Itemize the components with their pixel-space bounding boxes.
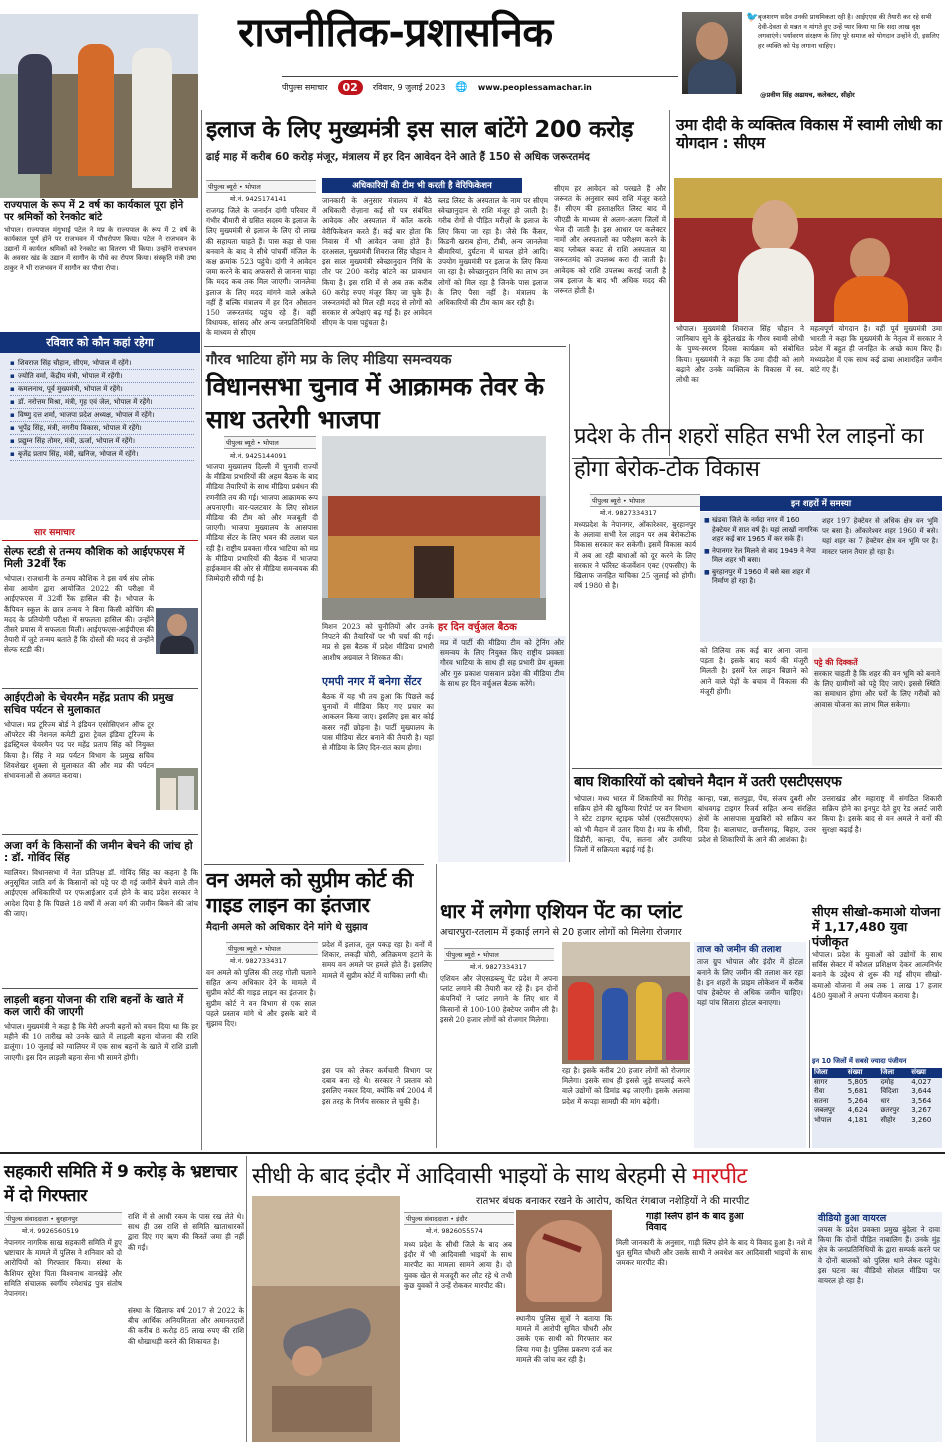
- brief-body: ग्वालियर। विधानसभा में नेता प्रतिपक्ष डॉ. गोविंद सिंह का कहना है कि अनुसूचित जाति वर्ग के किसानों को पट्टे पर दी गई जमीनें बेचने वाले तीन आईएएस अधिकारियों पर एफआईआर दर्ज होने के बाद प्रदेश सरकार ने आदेश दिया है कि पिछले 18 वर्षों में अजा वर्ग की जमीन बिकने की जांच की जाए।: [4, 868, 198, 918]
- bjp-media-box-title: एमपी नगर में बनेगा सेंटर: [322, 675, 422, 688]
- paper-name: पीपुल्स समाचार: [282, 83, 328, 92]
- website[interactable]: www.peoplessamachar.in: [477, 83, 592, 92]
- tribal-byline: पीपुल्स संवाददाता • इंदौर: [404, 1212, 514, 1225]
- court-col-2: प्रदेश में इलाज, तूल पकड़ रहा है। वनों में शिकार, लकड़ी चोरी, अतिक्रमण हटाने के समय वन अमले पर हमले होते हैं। इसलिए मामले में सुप्रीम कोर्ट में याचिका लगी थी।: [322, 940, 432, 980]
- rail-headline: प्रदेश के तीन शहरों सहित सभी रेल लाइनों का होगा बेरोक-टोक विकास: [574, 424, 924, 482]
- brief-title: लाड़ली बहना योजना की राशि बहनों के खाते में कल जारी की जाएगी: [4, 994, 184, 1019]
- uma-col-1: भोपाल। मुख्यमंत्री शिवराज सिंह चौहान ने जानिबाप सुने के बुंदेलखंड के गौरव स्वामी लोधी के पुण्य-स्मरण दिवस कार्यक्रम को संबोधित किया। मुख्यमंत्री ने कहा कि उमा दीदी को आगे बढ़ाने और उनके व्यक्तित्व के विकास में स्व. लोधी का: [676, 324, 804, 385]
- table-row: भोपाल 4,181 सीहोर 3,260: [814, 1115, 932, 1124]
- main-headline: इलाज के लिए मुख्यमंत्री इस साल बांटेंगे 200 करोड़: [206, 117, 633, 143]
- tribal-headline-main: सीधी के बाद इंदौर में आदिवासी भाइयों के साथ बेरहमी से: [252, 1164, 693, 1189]
- table-row: सागर 5,805 दमोह 4,027: [814, 1077, 932, 1086]
- list-item: ▪ कमलनाथ, पूर्व मुख्यमंत्री, भोपाल में रहेंगे।: [10, 383, 194, 396]
- brief-title: आईएटीओ के चेयरमैन महेंद्र प्रताप की प्रमुख सचिव पर्यटन से मुलाकात: [4, 692, 174, 717]
- list-item: ▪ भूपेंद्र सिंह, मंत्री, नगरीय विकास, भोपाल में रहेंगे।: [10, 422, 194, 435]
- sunday-title: रविवार को कौन कहां रहेगा: [0, 332, 200, 353]
- meeting-photo: [156, 768, 198, 810]
- paint-col-1: एशियन और जेएसडब्ल्यू पेंट प्रदेश में अपना प्लांट लगाने की तैयारी कर रहे हैं। इन दोनों कंपनियों ने प्लांट लगाने के लिए धार में किसानों से 100-100 हेक्टेयर जमीन ली है। इससे 20 हजार लोगों को रोजगार मिलेगा।: [440, 974, 558, 1024]
- tiger-col-1: भोपाल। मध्य भारत में शिकारियों का गिरोह सक्रिय होने की खुफिया रिपोर्ट पर वन विभाग ने स्टेट टाइगर स्ट्राइक फोर्स (एसटीएसएफ) को भी मैदान में उतार दिया है। मप्र के सीधी, डिंडौरी, कान्हा, पेंच, सतना और उमरिया जिलों में सक्रियता बढ़ाई गई है।: [574, 794, 692, 855]
- court-headline: वन अमले को सुप्रीम कोर्ट की गाइड लाइन का इंतजार: [206, 868, 413, 917]
- paint-byline: पीपुल्स ब्यूरो • भोपाल: [444, 948, 554, 961]
- rail-problems-box: [700, 512, 942, 642]
- tiger-headline: बाघ शिकारियों को दबोचने मैदान में उतरी एसटीएसएफ: [574, 774, 842, 790]
- main-mobile: मो.नं. 9425174141: [230, 195, 287, 203]
- tribal-box2-title: वीडियो हुआ वायरल: [818, 1213, 887, 1224]
- rail-byline: पीपुल्स ब्यूरो • भोपाल: [590, 494, 700, 507]
- court-mobile: मो.नं. 9827334317: [230, 957, 287, 965]
- paint-headline: धार में लगेगा एशियन पेंट का प्लांट: [440, 899, 682, 923]
- uma-headline: उमा दीदी के व्यक्तित्व विकास में स्वामी लोधी का योगदान : सीएम: [676, 116, 942, 152]
- tribal-headline: [252, 1164, 942, 1189]
- main-col-4: सीएम हर आवेदन को परखते हैं और जरूरत के अनुसार स्वयं राशि मंजूर करते हैं। सीएम की हस्ताक्षरित लिस्ट बाद में जीएडी के माध्यम से अलग-अलग जिलों में भेज दी जाती है। इस आधार पर कलेक्टर नामों और अस्पतालों का परीक्षण करने के बाद ग्लोबल बजट से राशि अस्पताल या जरूरतमंद को उपलब्ध करा दी जाती है। आवेदक को राशि उपलब्ध कराई जाती है जब इलाज के बाद भी अधिक मदद की जरूरत होती है।: [554, 184, 666, 296]
- tweet-author: @प्रवीण सिंह अढायच, कलेक्टर, सीहोर: [760, 91, 855, 99]
- tribal-box2-body: जयस के प्रदेश प्रवक्ता प्रमुख बुंदेला ने दावा किया कि दोनों पीड़ित नाबालिग हैं। उनके मुंह क्षेत्र के जनप्रतिनिधियों के द्वारा सम्पर्क करने पर वे दोनों बालकों को पुलिस थाने लेकर पहुंचे। इस घटना का वीडियो सोशल मीडिया पर वायरल हो रहा है।: [818, 1224, 940, 1285]
- section-title: राजनीतिक-प्रशासनिक: [238, 10, 553, 56]
- main-col-3: ब्लड लिस्ट के अस्पताल के नाम पर सीएम स्वेच्छानुदान से राशि मंजूर हो जाती है। गरीब रोगों से पीड़ित मरीज़ों के इलाज के लिए किया जा रहा है। जैसे कि कैंसर, किडनी खराब होना, टीबी, अन्य जानलेवा बीमारियां, दुर्घटना में घायल होने आदि। उपयोग मुख्यमंत्री पर इलाज के लिए किया जा रहा है। स्वेच्छानुदान निधि का लाभ उन लोगों को मिल रहा है जिनके पास इलाज के लिए पैसा नहीं है। मंत्रालय के अधिकारियों की टीम काम कर रही है।: [438, 196, 548, 308]
- coop-headline: सहकारी समिति में 9 करोड़ के भ्रष्टाचार में दो गिरफ्तार: [4, 1162, 237, 1206]
- bjp-byline: पीपुल्स ब्यूरो • भोपाल: [224, 436, 316, 449]
- governor-caption-body: भोपाल। राज्यपाल मंगुभाई पटेल ने मप्र के राज्यपाल के रूप में 2 वर्ष के कार्यकाल पूर्ण होने पर राजभवन में पौधरोपण किया। पटेल ने राजभवन के उद्यानों में कार्यरत श्रमिकों को रेनकोट का वितरण भी किया। उन्होंने राजभवन के अवसर खंड के उद्यान में सागौन के पौधे का रोपण किया। संस्कृति मंत्री उषा ठाकुर ने भी राजभवन में सागौन का पौधा रोपा।: [4, 226, 196, 272]
- globe-icon: 🌐: [455, 82, 468, 93]
- list-item: ■ बुरहानपुर में 1960 में बसे बस शहर में निर्माण हो रहा है।: [704, 568, 818, 587]
- bjp-mobile: मो.नं. 9425144091: [230, 452, 287, 460]
- youth-headline: सीएम सीखो-कमाओ योजना में 1,17,480 युवा पंजीकृत: [812, 904, 941, 949]
- main-col-1: राजगढ़ जिले के जनार्दन दांगी परिवार में गंभीर बीमारी से ग्रसित सदस्य के इलाज के लिए मुख्यमंत्री से इलाज के लिए दो लाख की सहायता चाहते हैं। पास कहा से पास बनवाने के बाद वे सीधे पांचवीं मंजिल के कक्ष क्रमांक 523 पहुंचे। दांगी ने आवेदन जमा करने के बाद अफसरों से जानना चाहा कि मदद कब तक मिल जाएगी। जानलेवा इलाज के लिए मदद मांगने वाले अकेले नहीं हैं बल्कि मंत्रालय में हर दिन औसतन 150 जरूरतमंद पहुंच रहे हैं। वहीं विधायक, सांसद और अन्य जनप्रतिनिधियों के माध्यम से सीएम: [206, 206, 316, 338]
- coop-mobile: मो.नं. 9926560519: [22, 1227, 79, 1235]
- paint-factory-photo: [562, 942, 690, 1064]
- uma-col-2: महत्वपूर्ण योगदान है। वहीं पूर्व मुख्यमंत्री उमा भारती ने कहा कि मुख्यमंत्री के नेतृत्व में सरकार ने प्रदेश में बहुत ही जनहित के अच्छे काम किए हैं। मध्यप्रदेश में एक साथ कई ढाबा आशारहित जमीन बांटे गए हैं।: [810, 324, 942, 374]
- list-item: ■ खंडवा जिले के नर्मदा नगर में 160 हेक्टेयर में सात वर्ष है। यहां लाखों नागरिक शहर कई बार 1965 में कर सके हैं।: [704, 516, 818, 545]
- brief-body: भोपाल। मुख्यमंत्री ने कहा है कि मेरी अपनी बहनों को वचन दिया था कि हर महीने की 10 तारीख को उनके खाते में लाड़ली बहना योजना की राशि डालूंगा। 10 जुलाई को ग्वालियर में एक साथ बहनों के खाते में राशि डाली जाएगी। इस दिन लाड़ली बहना सेना भी सामने होंगी।: [4, 1022, 198, 1062]
- list-item: ▪ शिवराज सिंह चौहान, सीएम, भोपाल में रहेंगे।: [10, 357, 194, 370]
- youth-body: भोपाल। प्रदेश के युवाओं को उद्योगों के साथ सर्विस सेक्टर में कौशल प्रशिक्षण देकर आत्मनिर्भर बनाने के उद्देश्य से शुरू की गई सीएम सीखो-कमाओ योजना में अब तक 1 लाख 17 हजार 480 युवाओं ने अपना पंजीयन कराया है।: [812, 950, 942, 1000]
- bjp-col-2: मिशन 2023 को चुनौतियों और उनके निपटने की तैयारियों पर भी चर्चा की गई। मप्र से इस बैठक में प्रदेश मीडिया प्रभारी आशीष अग्रवाल ने शिरकत की।: [322, 622, 434, 662]
- rail-problems-list: [704, 516, 818, 589]
- sunday-list: [0, 353, 200, 461]
- main-subhead: ढाई माह में करीब 60 करोड़ मंजूर, मंत्रालय में हर दिन आवेदन देने आते हैं 150 से अधिक जरूरतमंद: [206, 151, 590, 163]
- list-item: ▪ डॉ. नरोत्तम मिश्रा, मंत्री, गृह एवं जेल, भोपाल में रहेंगे।: [10, 396, 194, 409]
- bjp-office-photo: [322, 436, 546, 620]
- youth-table-caption: इन 10 जिलों में सबसे ज्यादा पंजीयन: [812, 1057, 907, 1065]
- rail-col-3: शहर 197 हेक्टेयर से अधिक क्षेत्र वन भूमि पर बसा है। ओंकारेश्वर शहर 1960 में बसे। यहां शहर का 7 हेक्टेयर क्षेत्र वन भूमि पर है। मास्टर प्लान तैयार हो रहा है।: [822, 517, 938, 556]
- court-col-1: वन अमले को पुलिस की तरह गोली चलाने सहित अन्य अधिकार देने के मामले में सुप्रीम कोर्ट की गाइड लाइन का इंतजार है। सुप्रीम कोर्ट ने वन विभाग से एक साल पहले प्रस्ताव मांगे थे और इसके बारे में सुझाव दिए।: [206, 968, 316, 1029]
- bjp-headline: विधानसभा चुनाव में आक्रामक तेवर के साथ उतरेगी भाजपा: [206, 372, 544, 434]
- list-item: ▪ विष्णु दत्त शर्मा, भाजपा प्रदेश अध्यक्ष, भोपाल में रहेंगे।: [10, 409, 194, 422]
- table-row: जबलपुर 4,624 छतरपुर 3,267: [814, 1106, 932, 1114]
- folio-bar: [282, 76, 678, 98]
- tribal-col-1: मध्य प्रदेश के सीधी जिले के बाद अब इंदौर में भी आदिवासी भाइयों के साथ मारपीट का मामला सामने आया है। दो युवक खेत से मजदूरी कर लौट रहे थे तभी कुछ युवकों ने उन्हें रोककर मारपीट की।: [404, 1240, 512, 1290]
- tribal-box1-body: मिली जानकारी के अनुसार, गाड़ी स्लिप होने के बाद ये विवाद हुआ है। नशे में धुत सुमित चौधरी और उसके साथी ने अवधेश कर आदिवासी भाइयों के साथ जमकर मारपीट की।: [616, 1237, 812, 1268]
- taj-box: [694, 942, 806, 1148]
- list-item: ▪ प्रद्युम्न सिंह तोमर, मंत्री, ऊर्जा, भोपाल में रहेंगे।: [10, 435, 194, 448]
- rail-alert-body: सरकार चाहती है कि शहर की वन भूमि को बनाने के लिए ग्रामीणों को पट्टे दिए जाएं। इससे स्थिति का समाधान होगा और घरों के लिए गरीबों को आवास योजना का लाभ मिल सकेगा।: [814, 669, 940, 709]
- bjp-virtual-title: हर दिन वर्चुअल बैठक: [438, 622, 517, 633]
- brief-body: भोपाल। मप्र टूरिज्म बोर्ड ने इंडियन एसोसिएशन ऑफ टूर ऑपरेटर की नेशनल कमेटी द्वारा ट्रेवल इंडिया टूरिज्म के इंडस्ट्रियल चेयरमैन पद पर महेंद्र प्रताप सिंह को नियुक्त किया है। सिंह ने मप्र पर्यटन विभाग के प्रमुख सचिव शिवशेखर शुक्ला से मुलाकात की और मप्र की पर्यटन संभावनाओं से अवगत कराया।: [4, 720, 154, 781]
- tribal-box-1: [616, 1212, 812, 1442]
- youth-table: जिला संख्या जिला संख्या सागर 5,805 दमोह 4,027 रीवा 5,681 विदिशा 3,644 सतना 5,264 धार 3,564 जबलपुर 4,624 छतरपुर 3,267 भोपाल 4,181 सीहोर 3,260: [812, 1068, 942, 1148]
- court-subhead: मैदानी अमले को अधिकार देने मांगे थे सुझाव: [206, 922, 368, 933]
- rail-alert-box: [812, 648, 942, 766]
- tweet-text: बृजशरण सदैव उनकी प्राथमिकता रही है। आईएएस की तैयारी कर रहे सभी देवी-देवता से मन्नत न मांगते हुए उन्हें प्यार किया या कि सदा लाख वृक्ष लगवाएंगे। पर्यावरण संरक्षण के लिए पूरे समाज को योगदान उन्होंने दी, इसलिए हर व्यक्ति को पेड़ लगाना चाहिए।: [758, 13, 940, 50]
- bird-icon: 🐦: [746, 12, 759, 23]
- brief-title: अजा वर्ग के किसानों की जमीन बेचने की जांच हो : डॉ. गोविंद सिंह: [4, 840, 193, 865]
- governor-photo: [0, 14, 198, 198]
- assault-photo: [252, 1196, 400, 1442]
- tribal-box-2: [816, 1212, 942, 1442]
- list-item: ■ नेपानगर रेल मिलने से बाद 1949 ने नेपा मिल शहर भी बसा।: [704, 547, 818, 566]
- taj-box-body: ताज ग्रुप भोपाल और इंदौर में होटल बनाने के लिए जमीन की तलाश कर रहा है। इन शहरों के प्राइम लोकेशन में करीब पांच हेक्टेयर से अधिक जमीन चाहिए। यहां पांच सितारा होटल बनाएगा।: [697, 957, 803, 1008]
- date-line: रविवार, 9 जुलाई 2023: [372, 83, 446, 92]
- governor-caption-title: राज्यपाल के रूप में 2 वर्ष का कार्यकाल पूरा होने पर श्रमिकों को रेनकोट बांटे: [4, 200, 184, 223]
- table-row: रीवा 5,681 विदिशा 3,644: [814, 1087, 932, 1095]
- court-byline: पीपुल्स ब्यूरो • भोपाल: [226, 942, 318, 955]
- bjp-virtual-body: मप्र में पार्टी की मीडिया टीम को ट्रेनिंग और समन्वय के लिए नियुक्त किए राष्ट्रीय प्रवक्ता गौरव भाटिया के साथ ही सह प्रभारी प्रेम शुक्ला और गुरु प्रकाश पासवान प्रदेश की मीडिया टीम के साथ हर दिन वर्चुअल बैठक करेंगे।: [438, 636, 566, 862]
- taj-box-title: ताज को जमीन की तलाश: [697, 945, 782, 955]
- coop-col-1: नेपानगर नागरिक साख सहकारी समिति में हुए भ्रष्टाचार के मामले में पुलिस ने शनिवार को दो आरोपियों को गिरफ्तार किया। संस्था के कैशियर सुरेश पिता विश्वनाथ वानखेड़े और समिति संचालक स्वर्गीय रमेशचंद्र पुत्र संतोष नेपानगर।: [4, 1238, 122, 1299]
- court-col-3: इस पत्र को लेकर कर्मचारी विभाग पर दबाव बना रहे थे। सरकार ने प्रस्ताव को इसलिए नकार दिया, क्योंकि वर्ष 2004 में इस तरह के निर्णय सरकार ले चुकी है।: [322, 1066, 432, 1106]
- tribal-col-2: स्थानीय पुलिस सूत्रों ने बताया कि मामले में आरोपी सुमित चौधरी और उसके एक साथी को गिरफ्तार कर लिया गया है। पुलिस प्रकरण दर्ज कर मामले की जांच कर रही है।: [516, 1314, 612, 1364]
- paint-mobile: मो.नं. 9827334317: [470, 963, 527, 971]
- rail-mobile: मो.नं. 9827334317: [600, 509, 657, 517]
- tiger-col-2: कान्हा, पन्ना, सतपुड़ा, पेंच, संजय दुबरी और बांधवगढ़ टाइगर रिजर्व सहित अन्य संरक्षित क्षेत्रों के आसपास मुखबिरों को सक्रिय कर दिया है। बालाघाट, छत्तीसगढ़, बिहार, उत्तर प्रदेश से शिकारियों के आने की आशंका है।: [698, 794, 816, 844]
- injury-photo: [516, 1210, 612, 1312]
- main-byline: पीपुल्स ब्यूरो • भोपाल: [206, 180, 316, 193]
- table-row: सतना 5,264 धार 3,564: [814, 1096, 932, 1105]
- tweet-box: [680, 12, 942, 100]
- tribal-box1-title: गाड़ी स्लिप होने के बाद हुआ विवाद: [646, 1212, 744, 1233]
- list-item: ▪ ज्योति वर्मा, केंद्रीय मंत्री, भोपाल में रहेंगी।: [10, 370, 194, 383]
- page-number: 02: [338, 80, 363, 95]
- collector-photo: [682, 12, 742, 94]
- main-band: अधिकारियों की टीम भी करती है वेरिफिकेशन: [322, 178, 522, 193]
- brief-body: भोपाल। राजधानी के तन्मय कौशिक ने इस वर्ष संघ लोक सेवा आयोग द्वारा आयोजित 2022 की परीक्षा में आईएफएस में 32वीं रैंक हासिल की है। भोपाल के कैंपियन स्कूल के छात्र तन्मय ने बिना किसी कोचिंग की मदद के प्रतियोगी परीक्षा में सफलता हासिल की। उन्होंने तीसरे प्रयास में सफलता मिली। आईएफएस-आईपीएस की तैयारी में जुटे तन्मय बताते हैं कि दोस्तों की मदद से उन्होंने सेल्फ स्टडी की।: [4, 574, 154, 655]
- bjp-col-1: भाजपा मुख्यालय दिल्ली में चुनावी राज्यों के मीडिया प्रभारियों की अहम बैठक के बाद मीडिया तैयारियों के साथ मीडिया प्रबंधन की रणनीति तय की गई। भाजपा आक्रामक रूप अपनाएगी। वार-पलटवार के लिए सोशल मीडिया की टीम को और मजबूती दी जाएगी। भाजपा मुख्यालय के आसपास मीडिया सेंटर के लिए भवन की तलाश चल रही है। राष्ट्रीय प्रवक्ता गौरव भाटिया को मप्र के मीडिया प्रभारियों की बैठक में भाजपा हाईकमान की ओर से मीडिया समन्वयक की जिम्मेदारी सौंपी गई है।: [206, 462, 318, 584]
- sunday-schedule: [0, 332, 200, 520]
- saar-label: सार समाचार: [34, 528, 75, 538]
- rail-col-2: को तिलिया तक कई बार आना जाना पड़ता है। इसके बाद कार्य की मंजूरी मिलती है। इसमें रेल लाइन बिछाने को आने वाले पेड़ों के बचाव में विकास की मंजूरी होगी।: [700, 646, 808, 696]
- coop-col-3: संस्था के खिलाफ वर्ष 2017 से 2022 के बीच आर्थिक अनियमितता और अमानतदारों की करीब 8 करोड़ 85 लाख रुपए की राशि की धोखाधड़ी करने की शिकायत है।: [128, 1306, 244, 1346]
- bjp-kicker: गौरव भाटिया होंगे मप्र के लिए मीडिया समन्वयक: [206, 352, 452, 368]
- uma-photo: [674, 178, 942, 322]
- paint-col-2: रहा है। इसके करीब 20 हजार लोगों को रोजगार मिलेगा। इसके साथ ही इससे जुड़े सपलाई करने वाले उद्योगों को डिमांड बढ़ जाएगी। इसके अलावा प्रदेश में कपड़ा सामग्री की मांग बढ़ेगी।: [562, 1066, 690, 1106]
- rail-problems-title: इन शहरों में समस्या: [700, 496, 942, 511]
- paint-subhead: अचारपुरा-रतलाम में इकाई लगने से 20 हजार लोगों को मिलेगा रोजगार: [440, 927, 682, 938]
- brief-title: सेल्फ स्टडी से तन्मय कौशिक को आईएफएस में मिली 32वीं रैंक: [4, 546, 185, 571]
- coop-byline: पीपुल्स संवाददाता • बुरहानपुर: [4, 1212, 122, 1225]
- rail-alert-title: पट्टे की दिक्कतें: [814, 658, 858, 667]
- tribal-subhead: रातभर बंधक बनाकर रखने के आरोप, कथित रंगबाज नशेड़ियों ने की मारपीट: [476, 1196, 750, 1207]
- tribal-headline-red: मारपीट: [692, 1164, 747, 1189]
- rail-col-1: मध्यप्रदेश के नेपानगर, ओंकारेश्वर, बुरहानपुर के अलावा सभी रेल लाइन पर अब बेरोकटोक विकास सरकार कर सकेगी। इसमें विकास कार्य में अब आ रही बाधाओं को दूर करने के लिए सरकार ने फॉरेस्ट कंजर्वेशन एक्ट (एफसीए) के खिलाफ जनहित याचिका 25 जुलाई को होगी। वर्ष 1980 से है।: [574, 520, 696, 591]
- list-item: ▪ बृजेंद्र प्रताप सिंह, मंत्री, खनिज, भोपाल में रहेंगे।: [10, 448, 194, 461]
- tanmay-photo: [156, 608, 198, 654]
- coop-col-2: राशि में से आधी रकम के पास रख लेते थे। साथ ही उस राशि से समिति खाताधारकों द्वारा दिए गए ऋण की किस्तें जमा ही नहीं की गईं।: [128, 1212, 244, 1252]
- tiger-col-3: उत्तराखंड और महाराष्ट्र में संगठित शिकारी सक्रिय होने का इनपुट देते हुए रेड अलर्ट जारी किया है। इसके बाद से वन अमले ने वनों की सुरक्षा बढ़ाई है।: [822, 794, 942, 834]
- main-col-2: जानकारी के अनुसार मंत्रालय में बैठे अधिकारी रोज़ाना कई सौ पत्र संबंधित आवेदक और अस्पताल में कॉल करके वेरीफिकेशन करते हैं। कई बार होता कि निवास में भी आवेदन जमा होते हैं। दरअसल, मुख्यमंत्री शिवराज सिंह चौहान ने इस साल मुख्यमंत्री स्वेच्छानुदान निधि के तौर पर 200 करोड़ बांटने का प्रावधान किया है। इस राशि में से अब तक करीब 60 करोड़ रुपए मंजूर किए जा चुके हैं। जरूरतमंदों को मिल रही मदद से लोगों को सरकार से अपेक्षाएं बढ़ गई हैं। हर आवेदन सीएम के पास पहुंचता है।: [322, 196, 432, 328]
- tribal-mobile: मो.नं. 9826055574: [426, 1227, 483, 1235]
- bjp-media-box-body: बैठक में यह भी तय हुआ कि पिछले कई चुनावों में मीडिया किए गए प्रचार का आकलन किया जाए। इसलिए इस बार कोई कसर नहीं छोड़ना है। पार्टी मुख्यालय के पास मीडिया सेंटर बनाने की तैयारी है। यहां से मीडिया के लिए दिन-रात काम होगा।: [322, 692, 434, 753]
